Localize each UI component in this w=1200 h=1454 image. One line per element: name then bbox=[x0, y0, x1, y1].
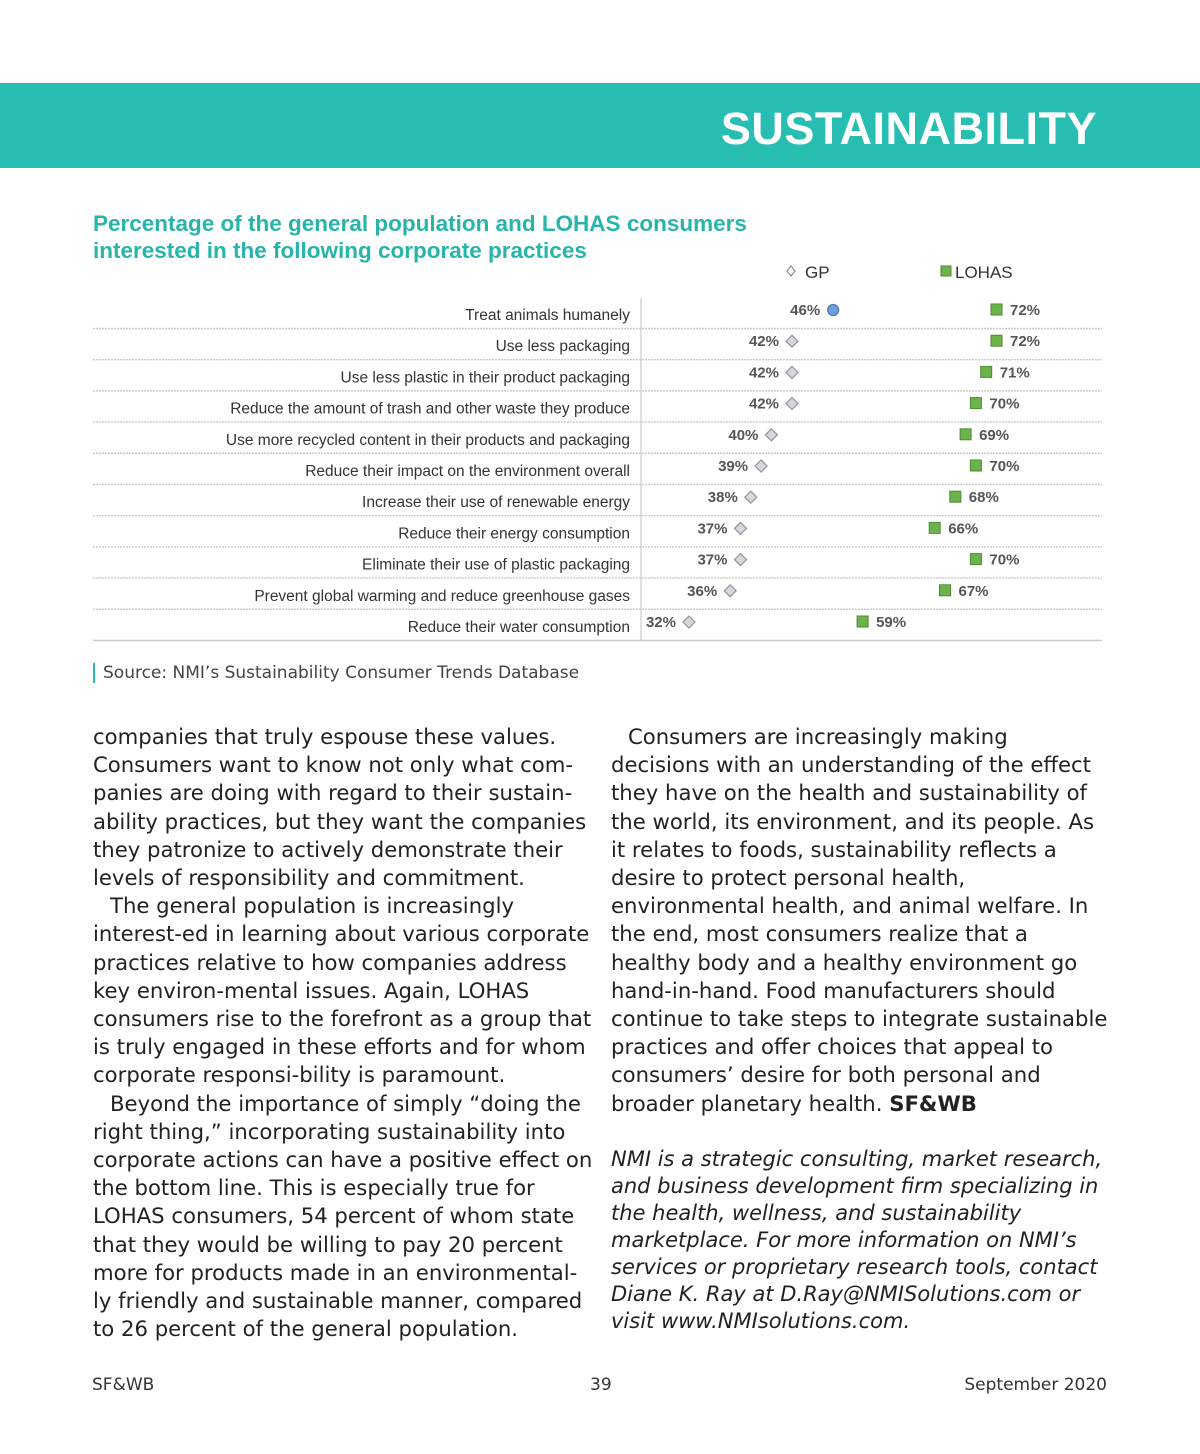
lohas-value-label: 68% bbox=[968, 489, 999, 507]
paragraph: The general population is increasingly interest-ed in learning about various corporate practices relative to how companies address key environ-mental issues. Again, LOHAS consumers rise to the forefront as a group that is truly engaged in these efforts and for whom corporate responsi-bility is paramount. bbox=[93, 893, 592, 1088]
gp-point bbox=[735, 522, 747, 534]
lohas-point bbox=[950, 491, 961, 502]
lohas-value-label: 70% bbox=[989, 551, 1020, 569]
paragraph: companies that truly espouse these values. Consumers want to know not only what com-panies are doing with regard to their sustain-ability practices, but they want the companies they patronize to actively demonstrate their levels of responsibility and commitment. bbox=[93, 724, 587, 891]
gp-point bbox=[755, 460, 767, 472]
category-label: Reduce the amount of trash and other waste they produce bbox=[230, 400, 630, 418]
category-label: Use more recycled content in their products and packaging bbox=[225, 431, 630, 449]
gp-value-label: 42% bbox=[748, 395, 779, 413]
lohas-point bbox=[940, 585, 951, 596]
paragraph: Beyond the importance of simply “doing the right thing,” incorporating sustainability into corporate actions can have a positive effect on the bottom line. This is especially true for LOHAS consumers, 54 percent of whom state that they would be willing to pay 20 percent more for products made in an environmental-ly friendly and sustainable manner, compared to 26 percent of the general population. bbox=[93, 1090, 593, 1342]
legend-lohas-square-icon bbox=[941, 266, 951, 276]
chart-source: Source: NMI’s Sustainability Consumer Trends Database bbox=[93, 663, 579, 683]
lohas-point bbox=[970, 554, 981, 565]
gp-value-label: 32% bbox=[645, 614, 676, 631]
gp-value-label: 40% bbox=[728, 426, 759, 444]
lohas-value-label: 72% bbox=[1010, 333, 1041, 351]
category-label: Prevent global warming and reduce greenhouse gases bbox=[254, 587, 630, 605]
about-nmi: NMI is a strategic consulting, market research, and business development firm specializing in the health, wellness, and sustainability marketplace. For more information on NMI’s services or proprietary research tools, contact Diane K. Ray at D.Ray@NMISolutions.com or visit www.NMIsolutions.com. bbox=[611, 1146, 1103, 1333]
gp-value-label: 46% bbox=[790, 302, 821, 319]
gp-point bbox=[724, 585, 736, 597]
article-column-right bbox=[611, 723, 1111, 1335]
chart-title-line-1: Percentage of the general population and LOHAS consumers bbox=[93, 211, 747, 236]
gp-value-label: 36% bbox=[687, 582, 718, 600]
gp-point bbox=[786, 366, 798, 378]
lohas-value-label: 72% bbox=[1010, 302, 1041, 319]
lohas-value-label: 70% bbox=[989, 458, 1020, 475]
lohas-point bbox=[991, 335, 1002, 346]
gp-point bbox=[683, 616, 695, 628]
gp-point bbox=[735, 554, 747, 566]
legend-gp-label: GP bbox=[805, 263, 830, 282]
legend-gp-diamond-icon bbox=[787, 266, 795, 276]
section-title: SUSTAINABILITY bbox=[720, 103, 1097, 154]
footer-issue-date: September 2020 bbox=[964, 1375, 1107, 1395]
gp-value-label: 42% bbox=[748, 333, 779, 351]
footer-publication: SF&WB bbox=[92, 1375, 155, 1395]
lohas-value-label: 67% bbox=[958, 582, 989, 600]
lohas-point bbox=[960, 429, 971, 440]
gp-point bbox=[786, 335, 798, 347]
lohas-value-label: 59% bbox=[876, 614, 907, 631]
paragraph-text: Consumers are increasingly making decisions with an understanding of the effect they have on the health and sustainability of the world, its environment, and its people. As it relates to foods, sustainability reflects a desire to protect personal health, environmental health, and animal welfare. In the end, most consumers realize that a healthy body and a healthy environment go hand-in-hand. Food manufacturers should continue to take steps to integrate sustainable practices and offer choices that appeal to consumers’ desire for both personal and broader planetary health. bbox=[611, 724, 1108, 1116]
chart-title-line-2: interested in the following corporate practices bbox=[93, 238, 587, 263]
lohas-value-label: 69% bbox=[979, 426, 1010, 444]
gp-value-label: 37% bbox=[697, 520, 728, 538]
legend-lohas-label: LOHAS bbox=[955, 263, 1013, 282]
lohas-value-label: 66% bbox=[948, 520, 979, 538]
signature: SF&WB bbox=[889, 1090, 977, 1116]
category-label: Reduce their energy consumption bbox=[398, 525, 630, 543]
lohas-point bbox=[857, 616, 868, 627]
lohas-point bbox=[970, 460, 981, 471]
category-label: Use less packaging bbox=[495, 338, 630, 356]
gp-point bbox=[765, 429, 777, 441]
gp-point bbox=[828, 305, 839, 316]
gp-value-label: 38% bbox=[707, 489, 738, 507]
gp-value-label: 39% bbox=[718, 458, 749, 475]
gp-point bbox=[745, 491, 757, 503]
footer-page-number: 39 bbox=[590, 1375, 612, 1395]
gp-value-label: 37% bbox=[697, 551, 728, 569]
lohas-point bbox=[981, 366, 992, 377]
lohas-point bbox=[991, 304, 1002, 315]
lohas-point bbox=[970, 398, 981, 409]
article-column-left bbox=[93, 723, 593, 1343]
category-label: Increase their use of renewable energy bbox=[362, 494, 630, 512]
lohas-value-label: 70% bbox=[989, 395, 1020, 413]
category-label: Treat animals humanely bbox=[465, 307, 630, 324]
gp-value-label: 42% bbox=[748, 364, 779, 382]
lohas-point bbox=[929, 522, 940, 533]
corporate-practices-chart bbox=[0, 0, 1200, 700]
paragraph bbox=[611, 723, 1111, 1118]
lohas-value-label: 71% bbox=[999, 364, 1030, 382]
category-label: Eliminate their use of plastic packaging bbox=[362, 556, 630, 574]
category-label: Reduce their impact on the environment overall bbox=[305, 463, 630, 480]
category-label: Use less plastic in their product packaging bbox=[340, 369, 630, 387]
gp-point bbox=[786, 398, 798, 410]
category-label: Reduce their water consumption bbox=[407, 619, 630, 636]
